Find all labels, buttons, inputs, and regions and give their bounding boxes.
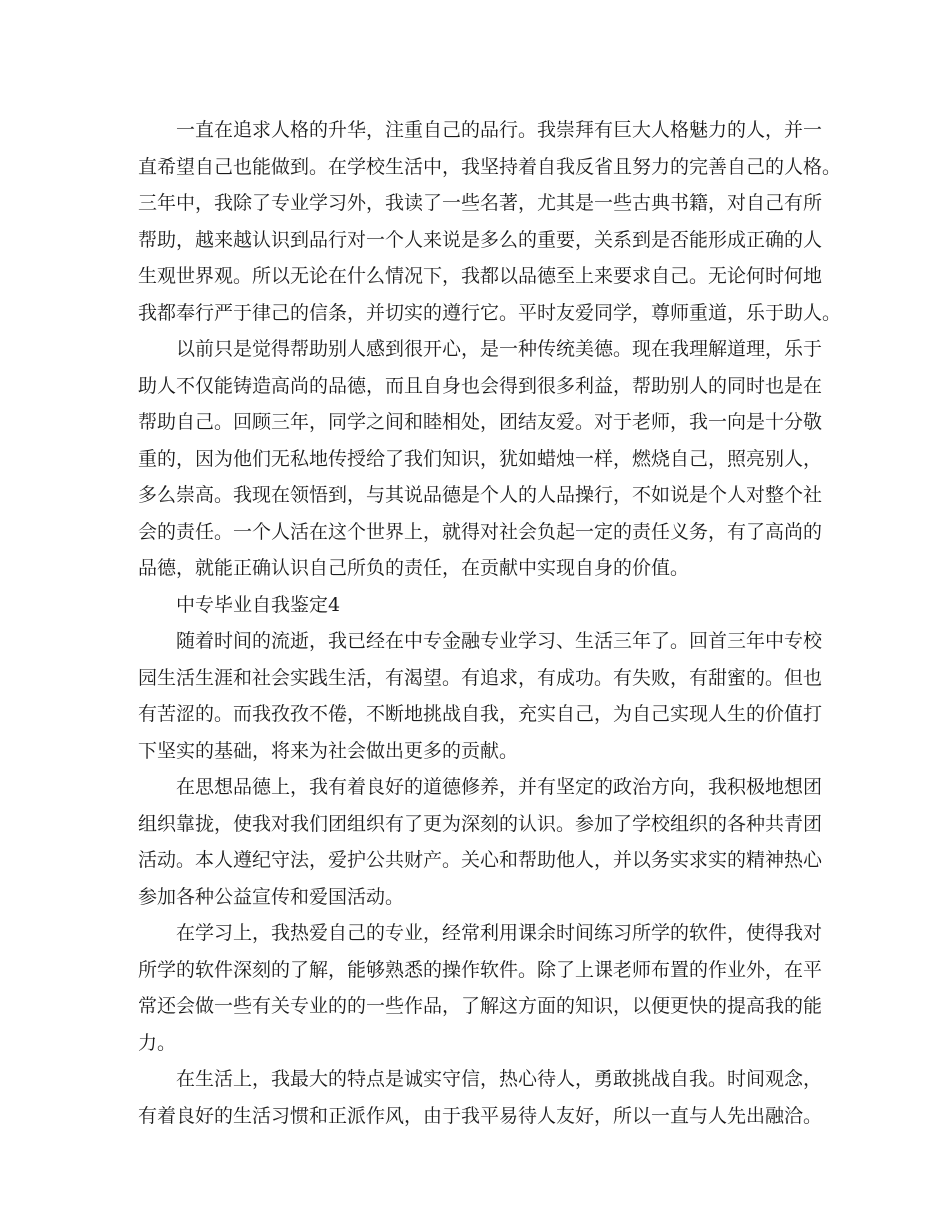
text-line: 生观世界观。所以无论在什么情况下，我都以品德至上来要求自己。无论何时何地	[138, 265, 823, 287]
text-line: 所学的软件深刻的了解，能够熟悉的操作软件。除了上课老师布置的作业外，在平	[138, 958, 823, 981]
text-line: 有苦涩的。而我孜孜不倦，不断地挑战自我，充实自己，为自己实现人生的价值打	[138, 703, 823, 725]
text-line: 帮助，越来越认识到品行对一个人来说是多么的重要，关系到是否能形成正确的人	[138, 228, 823, 251]
text-line: 助人不仅能铸造高尚的品德，而且自身也会得到很多利益，帮助别人的同时也是在	[138, 374, 823, 397]
text-line: 品德，就能正确认识自己所负的责任，在贡献中实现自身的价值。	[138, 557, 690, 579]
text-line: 园生活生涯和社会实践生活，有渴望。有追求，有成功。有失败，有甜蜜的。但也	[138, 666, 823, 689]
text-line: 直希望自己也能做到。在学校生活中，我坚持着自我反省且努力的完善自己的人格。	[138, 155, 842, 178]
text-line: 会的责任。一个人活在这个世界上，就得对社会负起一定的责任义务，有了高尚的	[138, 520, 823, 543]
text-line: 帮助自己。回顾三年，同学之间和睦相处，团结友爱。对于老师，我一向是十分敬	[138, 411, 823, 433]
text-line: 三年中，我除了专业学习外，我读了一些名著，尤其是一些古典书籍，对自己有所	[138, 192, 823, 214]
text-line: 我都奉行严于律己的信条，并切实的遵行它。平时友爱同学，尊师重道，乐于助人。	[138, 301, 842, 324]
text-line: 有着良好的生活习惯和正派作风，由于我平易待人友好，所以一直与人先出融洽。	[138, 1104, 823, 1127]
text-line: 重的，因为他们无私地传授给了我们知识，犹如蜡烛一样，燃烧自己，照亮别人，	[138, 447, 823, 470]
document-body	[138, 112, 842, 1134]
text-line: 随着时间的流逝，我已经在中专金融专业学习、生活三年了。回首三年中专校	[176, 630, 823, 652]
text-line: 在学习上，我热爱自己的专业，经常利用课余时间练习所学的软件，使得我对	[176, 922, 823, 944]
text-line: 多么崇高。我现在领悟到，与其说品德是个人的人品操行，不如说是个人对整个社	[138, 484, 823, 506]
text-line: 在生活上，我最大的特点是诚实守信，热心待人，勇敢挑战自我。时间观念，	[176, 1068, 823, 1090]
text-line: 以前只是觉得帮助别人感到很开心，是一种传统美德。现在我理解道理，乐于	[176, 338, 823, 360]
text-line: 组织靠拢，使我对我们团组织有了更为深刻的认识。参加了学校组织的各种共青团	[138, 812, 823, 835]
text-line: 参加各种公益宣传和爱国活动。	[138, 885, 405, 908]
text-line: 一直在追求人格的升华，注重自己的品行。我崇拜有巨大人格魅力的人，并一	[176, 119, 823, 141]
text-line: 活动。本人遵纪守法，爱护公共财产。关心和帮助他人，并以务实求实的精神热心	[138, 849, 823, 871]
text-line: 常还会做一些有关专业的的一些作品，了解这方面的知识，以便更快的提高我的能	[138, 995, 823, 1017]
text-line: 力。	[138, 1031, 177, 1054]
text-line: 中专毕业自我鉴定4	[176, 593, 341, 616]
text-line: 下坚实的基础，将来为社会做出更多的贡献。	[138, 739, 519, 762]
text-line: 在思想品德上，我有着良好的道德修养，并有坚定的政治方向，我积极地想团	[176, 776, 823, 798]
